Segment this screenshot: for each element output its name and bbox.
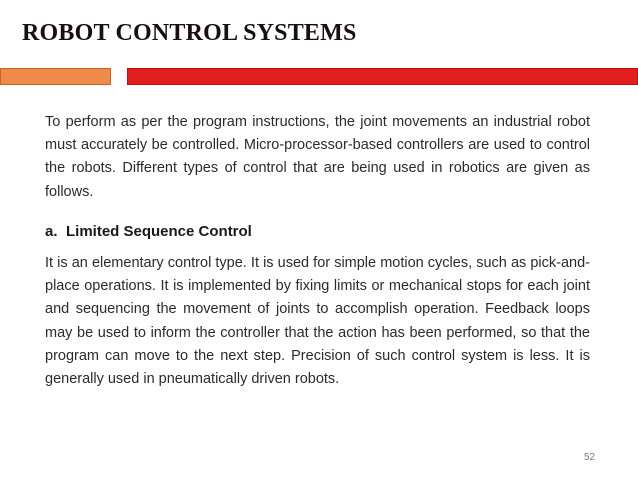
section-heading-text: Limited Sequence Control xyxy=(66,222,252,240)
section-body-paragraph: It is an elementary control type. It is used for simple motion cycles, such as pick-and-place operations. It is implemented by fixing limits or mechanical stops for each joint and sequencing the movement of joints to accomplish operation. Feedback loops may be used to inform the controller that the action has been performed, so that the program can move to the next step. Precision of such control system is less. It is generally used in pneumatically driven robots. xyxy=(45,255,590,388)
section-heading xyxy=(45,220,590,243)
slide-content xyxy=(45,111,590,391)
accent-bar-left xyxy=(0,68,111,85)
page-number: 52 xyxy=(584,452,596,463)
section-marker: a. xyxy=(45,222,58,240)
accent-bar-right xyxy=(127,68,638,85)
intro-paragraph: To perform as per the program instructions, the joint movements an industrial robot must accurately be controlled. Micro-processor-based controllers are used to control the robots. Different types of control that are being used in robotics are given as follows. xyxy=(45,114,590,200)
slide-title: ROBOT CONTROL SYSTEMS xyxy=(22,20,357,46)
